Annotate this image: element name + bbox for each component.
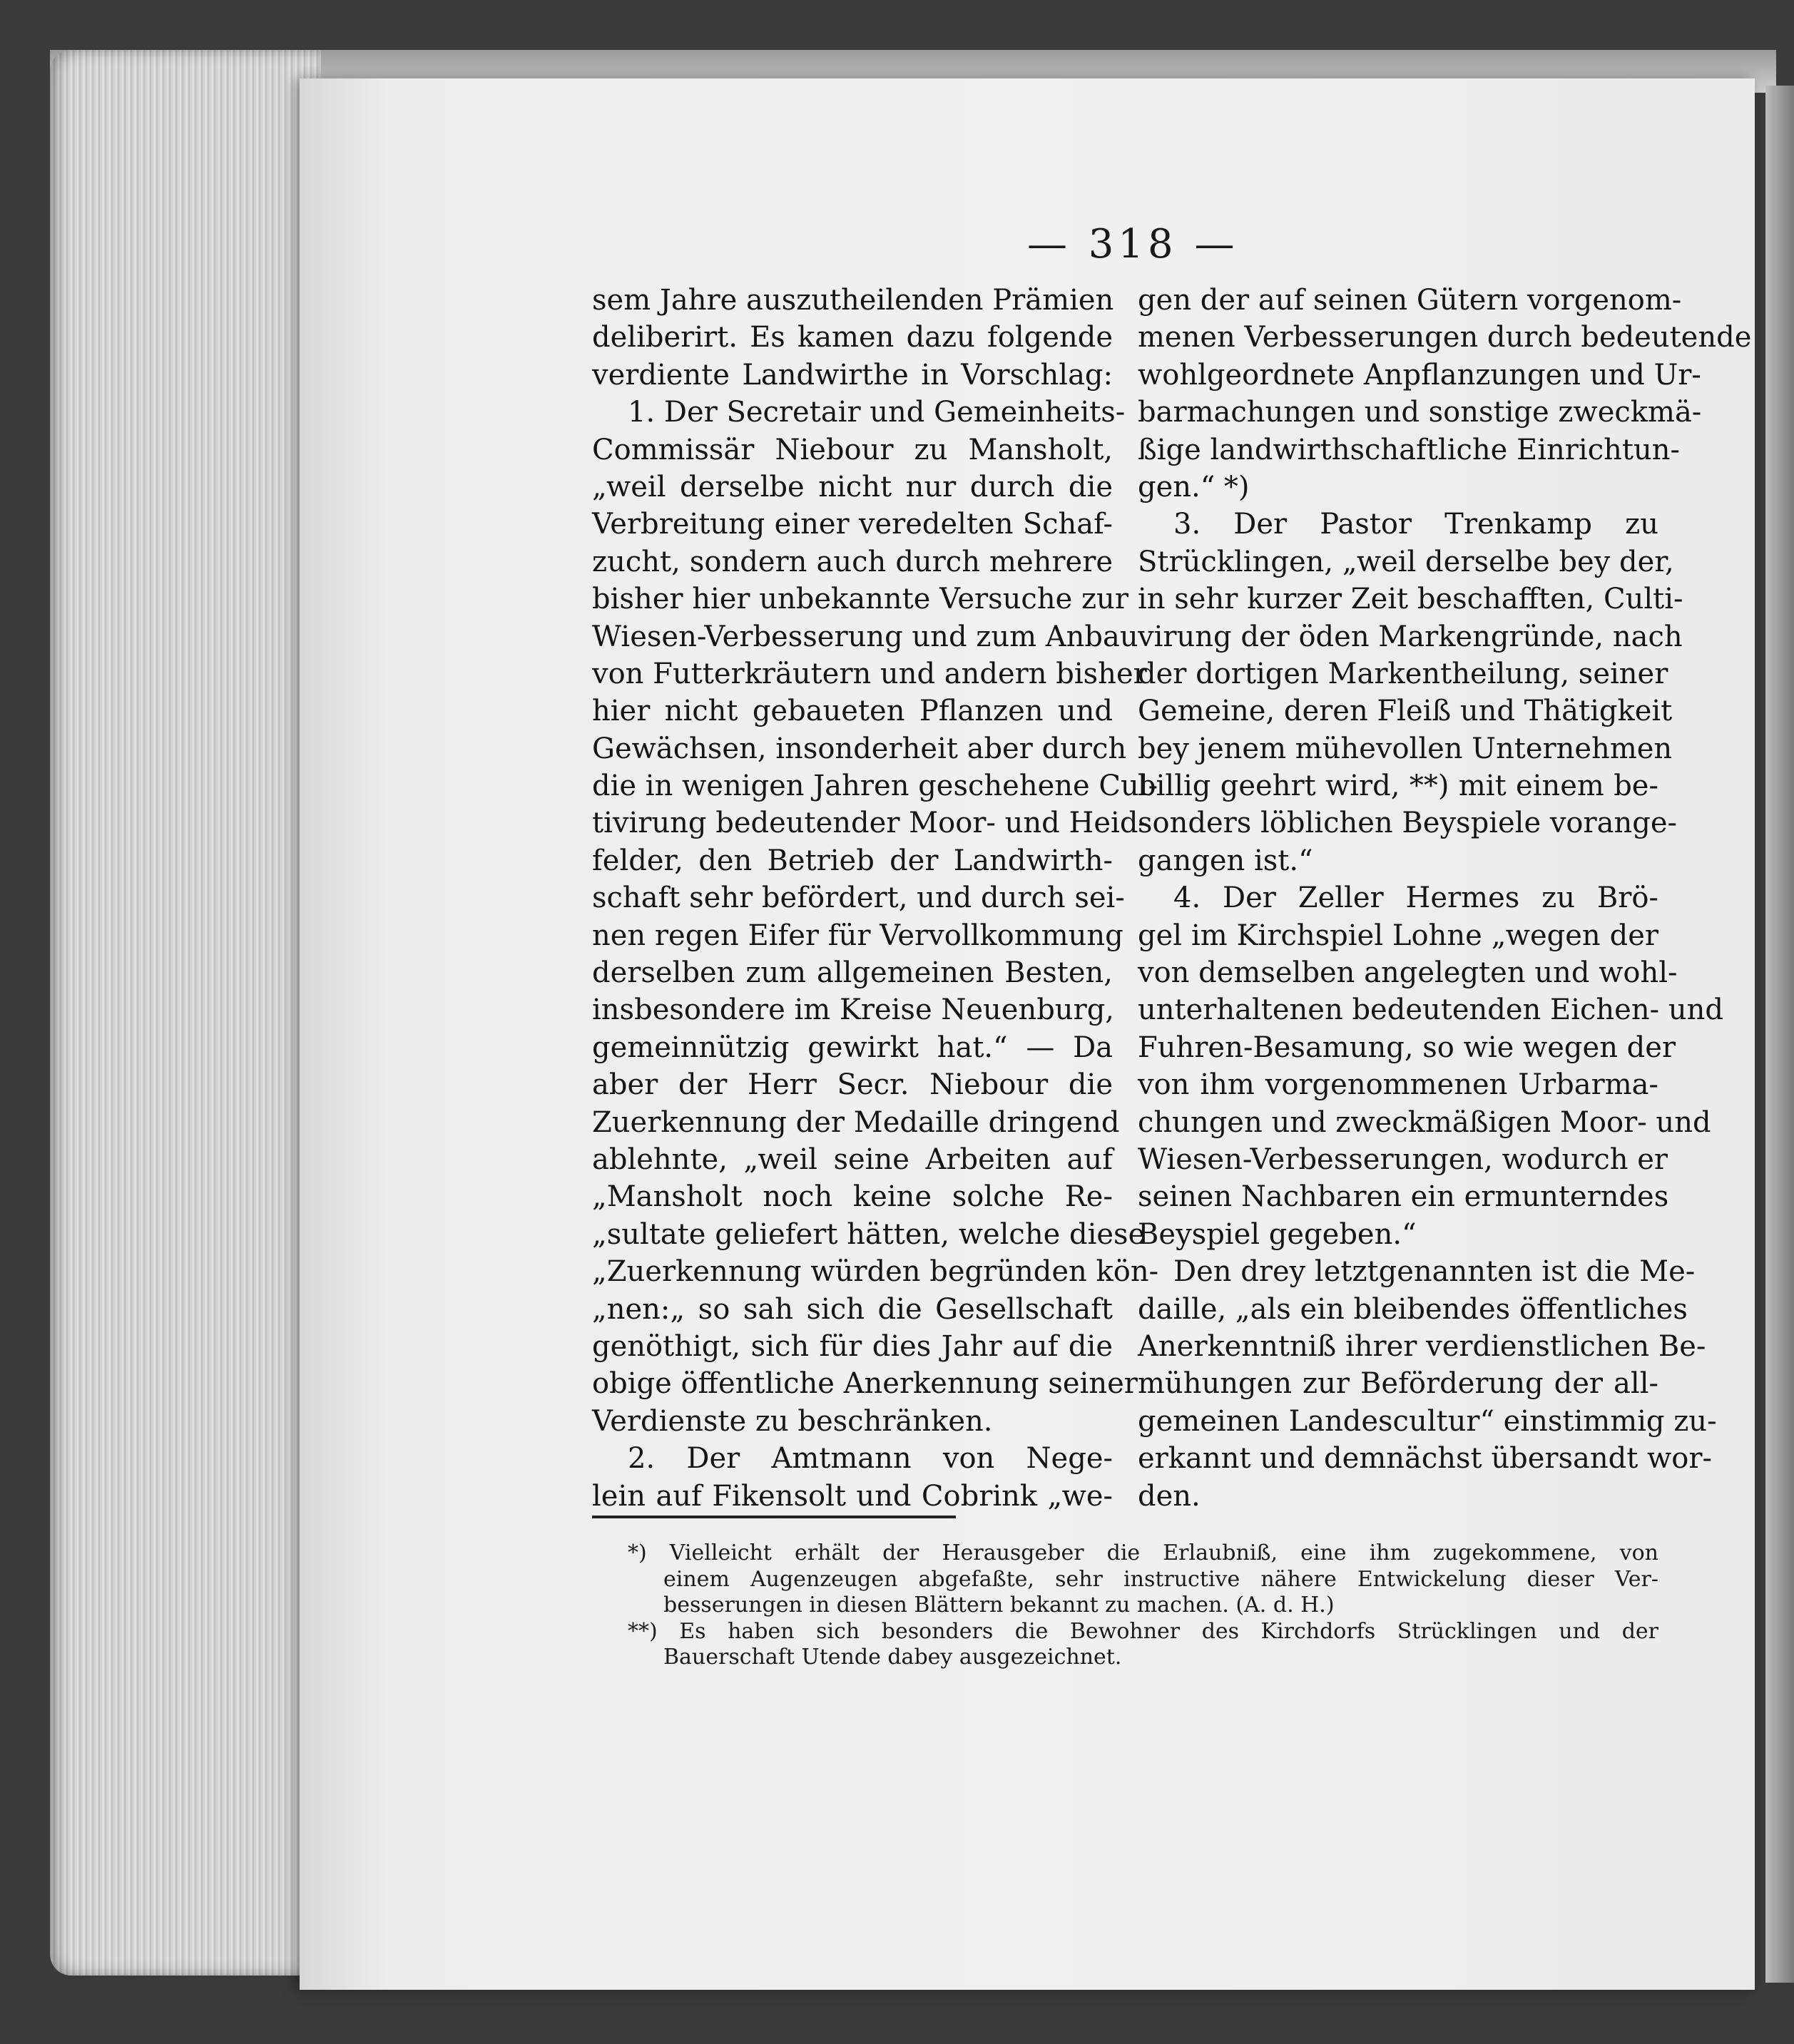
text-line: felder, den Betrieb der Landwirth- [592,844,1113,877]
text-line: gen.“ *) [1138,470,1250,504]
text-line: sem Jahre auszutheilenden Prämien [592,284,1114,317]
text-line: erkannt und demnächst übersandt wor- [1138,1442,1712,1476]
left-text-column [592,282,1159,1515]
text-line: genöthigt, sich für dies Jahr auf die [592,1329,1113,1363]
text-line: ßige landwirthschaftliche Einrichtun- [1138,433,1680,466]
text-line: seinen Nachbaren ein ermunterndes [1138,1180,1669,1214]
text-line: Beyspiel gegeben.“ [1138,1217,1417,1251]
text-line: Fuhren-Besamung, so wie wegen der [1138,1031,1676,1064]
text-line: 4. Der Zeller Hermes zu Brö- [1173,882,1658,915]
text-line: von Futterkräutern und andern bisher [592,657,1147,690]
text-line: virung der öden Markengründe, nach [1138,620,1683,653]
text-line: 1. Der Secretair und Gemeinheits- [628,396,1126,429]
text-line: bisher hier unbekannte Versuche zur [592,583,1128,616]
text-line: gel im Kirchspiel Lohne „wegen der [1138,919,1658,952]
footnote-line: Bauerschaft Utende dabey ausgezeichnet. [663,1645,1122,1670]
text-line: Strücklingen, „weil derselbe bey der, [1138,545,1674,578]
text-line: zucht, sondern auch durch mehrere [592,545,1113,578]
text-line: bey jenem mühevollen Unternehmen [1138,732,1673,765]
text-line: von demselben angelegten und wohl- [1138,956,1678,990]
page-stack-edge [50,50,321,1976]
text-line: „Mansholt noch keine solche Re- [592,1180,1113,1214]
text-line: der dortigen Markentheilung, seiner [1138,657,1668,690]
text-line: lein auf Fikensolt und Cobrink „we- [592,1479,1113,1513]
text-line: Verdienste zu beschränken. [592,1404,993,1438]
text-line: wohlgeordnete Anpflanzungen und Ur- [1138,358,1701,392]
text-line: billig geehrt wird, **) mit einem be- [1138,770,1658,803]
text-line: Den drey letztgenannten ist die Me- [1173,1255,1696,1289]
text-line: tivirung bedeutender Moor- und Heid- [592,807,1148,840]
text-line: Verbreitung einer veredelten Schaf- [592,508,1113,541]
right-text-column [1138,282,1752,1515]
text-line: barmachungen und sonstige zweckmä- [1138,396,1702,429]
text-line: „nen:„ so sah sich die Gesellschaft [592,1292,1113,1326]
text-line: hier nicht gebaueten Pflanzen und [592,695,1113,728]
text-line: schaft sehr befördert, und durch sei- [592,882,1125,915]
right-page-edge [1765,86,1794,1983]
footnote-line: besserungen in diesen Blättern bekannt zu machen. (A. d. H.) [663,1593,1335,1618]
text-line: gen der auf seinen Gütern vorgenom- [1138,284,1682,317]
page-number: — 318 — [1027,221,1239,267]
footnote-divider [592,1516,956,1518]
text-line: „Zuerkennung würden begründen kön- [592,1255,1159,1289]
footnote-line: **) Es haben sich besonders die Bewohner des Kirchdorfs Strücklingen und der [628,1618,1658,1644]
text-line: Zuerkennung der Medaille dringend [592,1105,1120,1139]
text-line: chungen und zweckmäßigen Moor- und [1138,1105,1711,1139]
text-line: obige öffentliche Anerkennung seiner [592,1367,1138,1401]
text-line: deliberirt. Es kamen dazu folgende [592,321,1113,354]
text-line: mühungen zur Beförderung der all- [1138,1367,1658,1401]
text-line: unterhaltenen bedeutenden Eichen- und [1138,993,1723,1027]
text-line: Anerkenntniß ihrer verdienstlichen Be- [1138,1329,1706,1363]
text-line: Wiesen-Verbesserung und zum Anbau [592,620,1138,653]
footnote-line: einem Augenzeugen abgefaßte, sehr instructive nähere Entwickelung dieser Ver- [663,1566,1658,1592]
text-line: menen Verbesserungen durch bedeutende [1138,321,1752,354]
text-line: aber der Herr Secr. Niebour die [592,1068,1113,1102]
text-line: Wiesen-Verbesserungen, wodurch er [1138,1143,1668,1176]
text-line: Gemeine, deren Fleiß und Thätigkeit [1138,695,1673,728]
text-line: gemeinen Landescultur“ einstimmig zu- [1138,1404,1717,1438]
text-line: daille, „als ein bleibendes öffentliches [1138,1292,1688,1326]
text-line: Gewächsen, insonderheit aber durch [592,732,1127,765]
text-line: verdiente Landwirthe in Vorschlag: [592,358,1113,392]
text-line: 2. Der Amtmann von Nege- [628,1442,1113,1476]
text-line: von ihm vorgenommenen Urbarma- [1138,1068,1658,1102]
text-line: Commissär Niebour zu Mansholt, [592,433,1113,466]
text-line: ablehnte, „weil seine Arbeiten auf [592,1143,1113,1176]
text-line: in sehr kurzer Zeit beschafften, Culti- [1138,583,1683,616]
text-line: den. [1138,1479,1201,1513]
text-line: insbesondere im Kreise Neuenburg, [592,993,1115,1027]
text-line: gangen ist.“ [1138,844,1313,877]
footnotes [628,1540,1658,1671]
text-line: „weil derselbe nicht nur durch die [592,470,1113,504]
footnote-line: *) Vielleicht erhält der Herausgeber die Erlaubniß, eine ihm zugekommene, von [628,1540,1658,1565]
text-line: 3. Der Pastor Trenkamp zu [1173,508,1658,541]
text-line: „sultate geliefert hätten, welche diese [592,1217,1146,1251]
text-line: sonders löblichen Beyspiele vorange- [1138,807,1678,840]
text-line: derselben zum allgemeinen Besten, [592,956,1113,990]
text-line: gemeinnützig gewirkt hat.“ — Da [592,1031,1113,1064]
text-line: die in wenigen Jahren geschehene Cul- [592,770,1158,803]
text-line: nen regen Eifer für Vervollkommung [592,919,1123,952]
